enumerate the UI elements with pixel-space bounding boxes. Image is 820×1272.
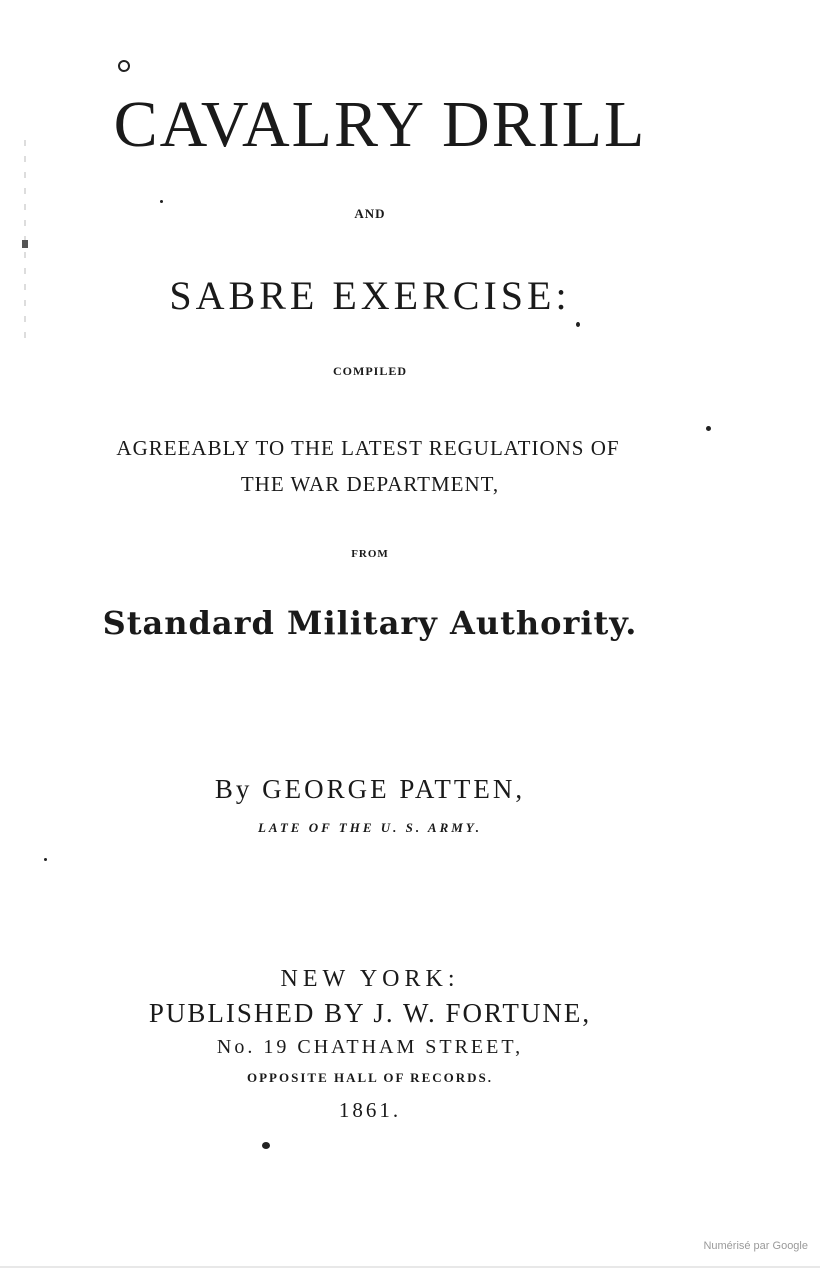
publication-year: 1861.: [338, 1098, 402, 1122]
footer-divider: [0, 1266, 820, 1268]
author-line: By GEORGE PATTEN,: [214, 774, 526, 804]
book-subtitle: SABRE EXERCISE:: [169, 273, 571, 318]
ink-speck: [262, 1142, 270, 1149]
author-note: LATE OF THE U. S. ARMY.: [257, 820, 483, 835]
title-conjunction: AND: [354, 206, 386, 221]
publication-city: NEW YORK:: [280, 966, 460, 992]
publisher-address: No. 19 CHATHAM STREET,: [216, 1036, 524, 1058]
regulations-line-1: AGREEABLY TO THE LATEST REGULATIONS OF: [116, 436, 620, 460]
ink-speck: [44, 858, 47, 861]
from-label: FROM: [351, 548, 389, 560]
regulations-line-2: THE WAR DEPARTMENT,: [240, 472, 500, 496]
ink-speck: [160, 200, 163, 203]
ink-speck: [576, 322, 580, 327]
address-note: OPPOSITE HALL OF RECORDS.: [247, 1070, 493, 1085]
ink-speck: [706, 426, 711, 431]
digitization-watermark: Numérisé par Google: [703, 1240, 808, 1252]
authority-line: Standard Military Authority.: [102, 604, 638, 642]
book-title: CAVALRY DRILL: [113, 88, 647, 161]
publisher-line: PUBLISHED BY J. W. FORTUNE,: [148, 998, 592, 1028]
compiled-label: COMPILED: [333, 364, 407, 378]
page-mark-ring: [118, 60, 130, 72]
